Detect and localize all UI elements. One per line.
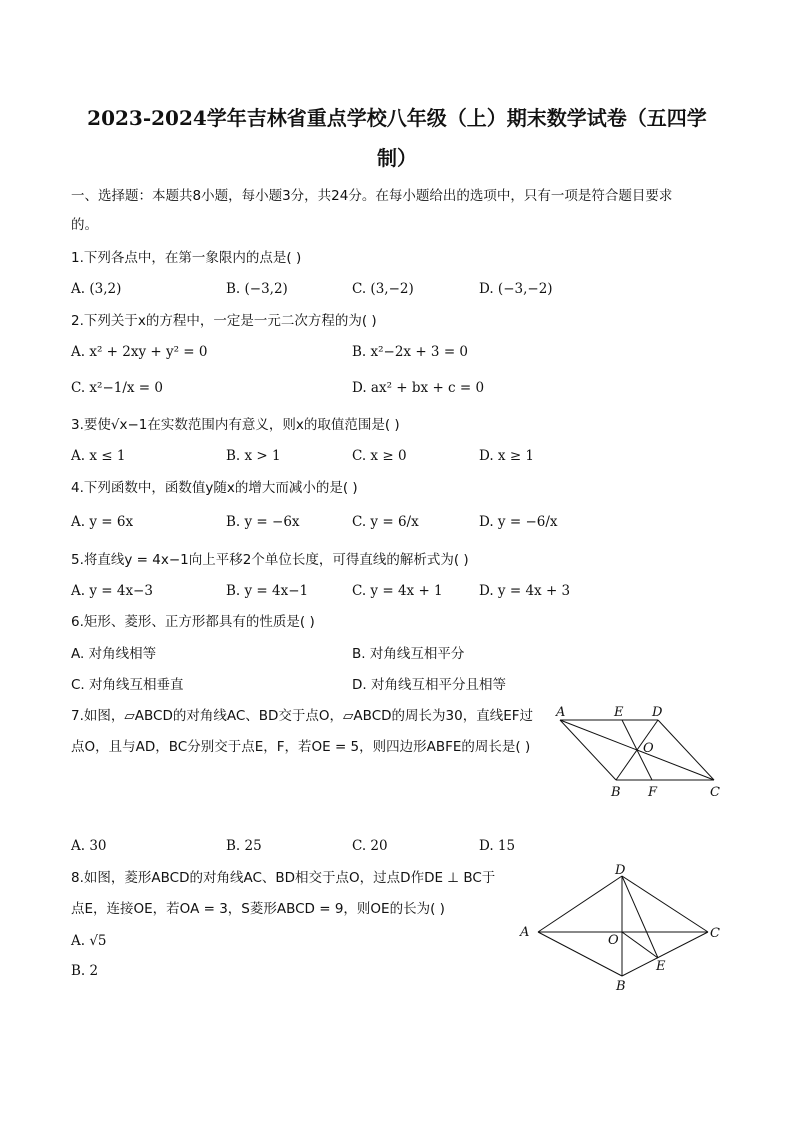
- question-3-option-d: D. x ≥ 1: [479, 448, 535, 464]
- question-3-stem: 3.要使√x−1在实数范围内有意义，则x的取值范围是( ): [71, 417, 400, 433]
- question-3-option-a: A. x ≤ 1: [71, 448, 126, 464]
- segment-ad: [538, 876, 622, 932]
- question-3-option-c: C. x ≥ 0: [352, 448, 407, 464]
- question-6-stem: 6.矩形、菱形、正方形都具有的性质是( ): [71, 614, 315, 630]
- question-7-stem-line1: 7.如图，▱ABCD的对角线AC、BD交于点O，▱ABCD的周长为30，直线EF过: [71, 708, 533, 724]
- segment-dc: [622, 876, 708, 932]
- question-5-stem: 5.将直线y = 4x−1向上平移2个单位长度，可得直线的解析式为( ): [71, 552, 469, 568]
- question-8-stem-line1: 8.如图，菱形ABCD的对角线AC、BD相交于点O，过点D作DE ⊥ BC于: [71, 870, 496, 886]
- label-f: F: [648, 785, 658, 800]
- question-5-option-c: C. y = 4x + 1: [352, 583, 443, 599]
- label-e: E: [614, 705, 624, 720]
- figure-8-rhombus: [512, 864, 730, 994]
- question-3-option-b: B. x > 1: [226, 448, 281, 464]
- question-6-option-a: A. 对角线相等: [71, 646, 157, 662]
- label-a: A: [520, 925, 530, 940]
- label-o: O: [643, 741, 654, 756]
- label-o: O: [608, 933, 619, 948]
- question-8-option-a: A. √5: [71, 933, 107, 949]
- figure-7-parallelogram: [548, 700, 728, 802]
- page-title-line2: 制）: [377, 146, 417, 170]
- question-7-option-b: B. 25: [226, 838, 262, 854]
- question-6-option-d: D. 对角线互相平分且相等: [352, 677, 506, 693]
- question-4-stem: 4.下列函数中，函数值y随x的增大而减小的是( ): [71, 480, 358, 496]
- question-6-option-b: B. 对角线互相平分: [352, 646, 465, 662]
- label-d: D: [615, 864, 626, 878]
- question-2-option-c: C. x²−1/x = 0: [71, 380, 164, 396]
- question-2-option-b: B. x²−2x + 3 = 0: [352, 344, 469, 360]
- question-1-stem: 1.下列各点中，在第一象限内的点是( ): [71, 250, 302, 266]
- question-8-option-b: B. 2: [71, 963, 99, 979]
- question-1-option-d: D. (−3,−2): [479, 281, 553, 297]
- question-1-option-c: C. (3,−2): [352, 281, 414, 297]
- question-8-stem-line2: 点E，连接OE，若OA = 3，S菱形ABCD = 9，则OE的长为( ): [71, 901, 445, 917]
- question-2-stem: 2.下列关于x的方程中，一定是一元二次方程的为( ): [71, 313, 377, 329]
- question-1-option-a: A. (3,2): [71, 281, 122, 297]
- question-4-option-b: B. y = −6x: [226, 514, 300, 530]
- segment-ba: [560, 720, 616, 780]
- question-5-option-a: A. y = 4x−3: [71, 583, 153, 599]
- label-d: D: [652, 705, 663, 720]
- label-e: E: [656, 959, 666, 974]
- question-5-option-b: B. y = 4x−1: [226, 583, 309, 599]
- question-7-option-d: D. 15: [479, 838, 516, 854]
- question-7-option-a: A. 30: [71, 838, 107, 854]
- page-title-line1: 2023-2024学年吉林省重点学校八年级（上）期末数学试卷（五四学: [87, 106, 707, 130]
- segment-dc: [658, 720, 714, 780]
- question-6-option-c: C. 对角线互相垂直: [71, 677, 184, 693]
- label-a: A: [556, 705, 566, 720]
- question-2-option-d: D. ax² + bx + c = 0: [352, 380, 485, 396]
- question-4-option-a: A. y = 6x: [71, 514, 134, 530]
- label-c: C: [710, 926, 720, 941]
- label-c: C: [710, 785, 720, 800]
- question-4-option-c: C. y = 6/x: [352, 514, 419, 530]
- label-b: B: [616, 979, 626, 994]
- section-heading-line1: 一、选择题：本题共8小题，每小题3分，共24分。在每小题给出的选项中，只有一项是符合题目要求: [71, 188, 673, 204]
- section-heading-line2: 的。: [71, 217, 98, 233]
- label-b: B: [611, 785, 621, 800]
- question-5-option-d: D. y = 4x + 3: [479, 583, 571, 599]
- question-1-option-b: B. (−3,2): [226, 281, 288, 297]
- question-2-option-a: A. x² + 2xy + y² = 0: [71, 344, 208, 360]
- question-7-stem-line2: 点O，且与AD，BC分别交于点E，F，若OE = 5，则四边形ABFE的周长是( ): [71, 739, 531, 755]
- question-4-option-d: D. y = −6/x: [479, 514, 558, 530]
- question-7-option-c: C. 20: [352, 838, 388, 854]
